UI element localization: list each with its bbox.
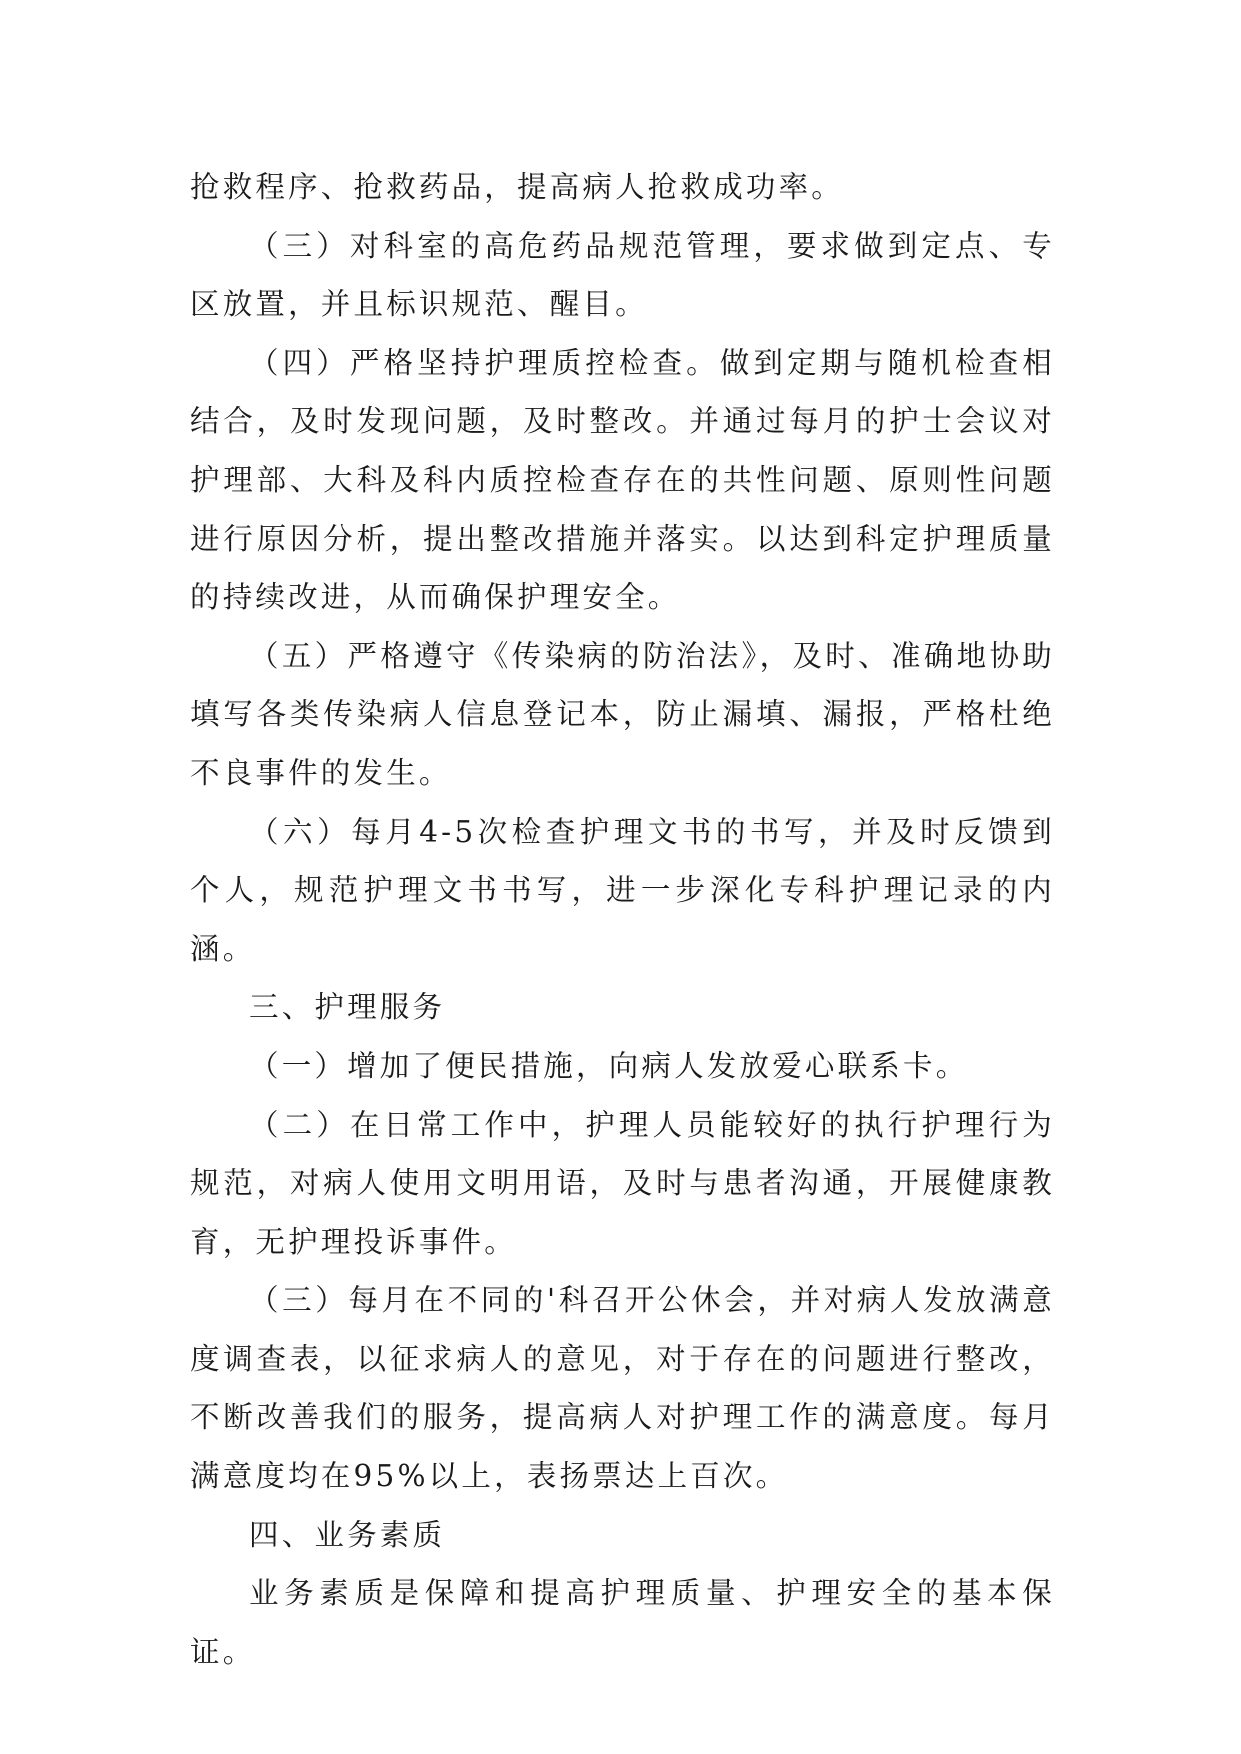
section-heading-nursing-service: 三、护理服务: [249, 990, 446, 1025]
document-body: [190, 158, 1055, 1681]
paragraph-continuation: 抢救程序、抢救药品，提高病人抢救成功率。: [190, 170, 845, 204]
section-heading-professional-quality: 四、业务素质: [249, 1517, 446, 1552]
paragraph-item-2-daily-work: （二）在日常工作中，护理人员能较好的执行护理行为规范，对病人使用文明用语，及时与患者沟通，开展健康教育，无护理投诉事件。: [190, 1107, 1055, 1259]
paragraph-professional-quality: 业务素质是保障和提高护理质量、护理安全的基本保证。: [190, 1576, 1055, 1669]
paragraph-item-3-high-risk-drugs: （三）对科室的高危药品规范管理，要求做到定点、专区放置，并且标识规范、醒目。: [190, 228, 1055, 322]
paragraph-item-5-infectious-disease: （五）严格遵守《传染病的防治法》，及时、准确地协助填写各类传染病人信息登记本，防止漏填、漏报，严格杜绝不良事件的发生。: [190, 638, 1055, 790]
paragraph-item-4-quality-control: （四）严格坚持护理质控检查。做到定期与随机检查相结合，及时发现问题，及时整改。并通过每月的护士会议对护理部、大科及科内质控检查存在的共性问题、原则性问题进行原因分析，提出整改措施并落实。以达到科定护理质量的持续改进，从而确保护理安全。: [190, 345, 1055, 615]
paragraph-item-6-nursing-documents: （六）每月4-5次检查护理文书的书写，并及时反馈到个人，规范护理文书书写，进一步深化专科护理记录的内涵。: [190, 814, 1055, 966]
paragraph-item-1-convenience: （一）增加了便民措施，向病人发放爱心联系卡。: [249, 1048, 969, 1083]
paragraph-item-3-satisfaction: （三）每月在不同的'科召开公休会，并对病人发放满意度调查表，以征求病人的意见，对于存在的问题进行整改，不断改善我们的服务，提高病人对护理工作的满意度。每月满意度均在95%以上，表扬票达上百次。: [190, 1283, 1055, 1494]
